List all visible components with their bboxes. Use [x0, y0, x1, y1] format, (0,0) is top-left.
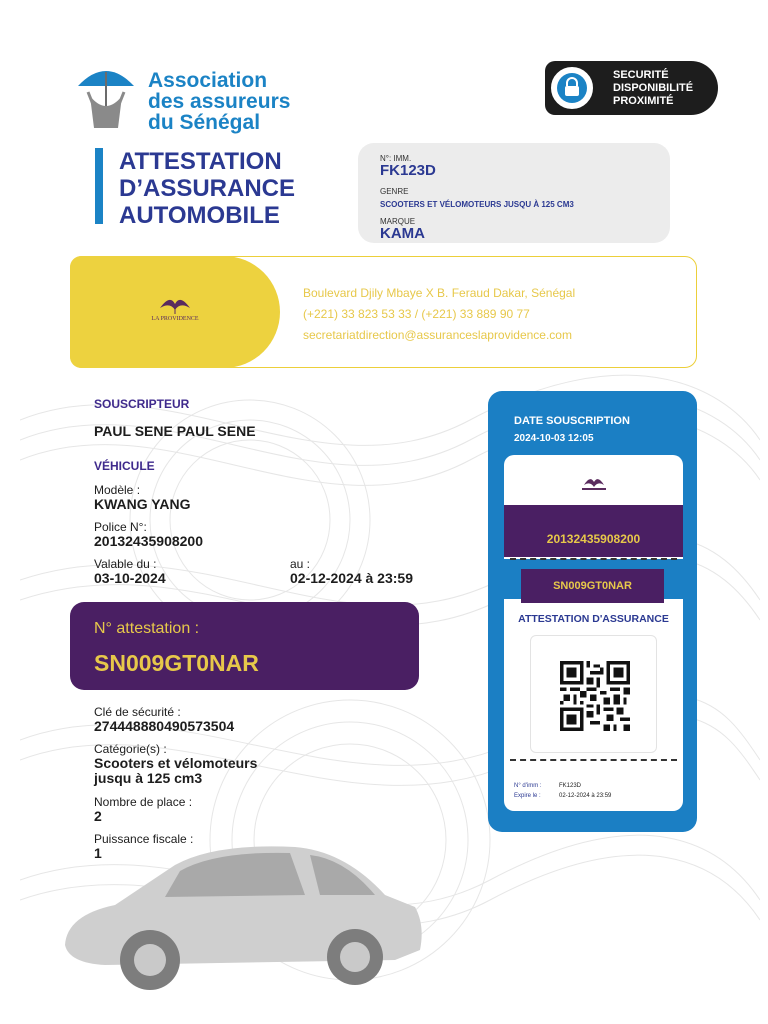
- seats-label: Nombre de place :: [94, 795, 193, 809]
- vehicle-section-label: VÉHICULE: [94, 459, 155, 473]
- ticket-divider-bottom: [510, 759, 677, 761]
- category-value-line1: Scooters et vélomoteurs: [94, 755, 258, 771]
- aas-logo: [74, 62, 314, 134]
- category-value-line2: jusqu à 125 cm3: [94, 770, 203, 786]
- imm-value: FK123D: [380, 162, 436, 179]
- attestation-label: N° attestation :: [94, 620, 200, 637]
- ticket-imm-value: FK123D: [559, 783, 582, 789]
- attestation-number-box: [70, 602, 419, 690]
- subscriber-name: PAUL SENE PAUL SENE: [94, 423, 256, 439]
- ticket-divider-top: [510, 558, 677, 560]
- org-name-line3: du Sénégal: [148, 111, 261, 134]
- insurer-name: LA PROVIDENCE: [151, 316, 199, 322]
- title-accent-bar: [95, 148, 103, 224]
- policy-number-band: [504, 505, 683, 557]
- model-value: KWANG YANG: [94, 496, 191, 512]
- policy-label: Police N°:: [94, 520, 147, 534]
- imm-label: N°: IMM.: [380, 154, 412, 163]
- umbrella-icon: [74, 62, 138, 134]
- document-title: [119, 148, 295, 229]
- subscription-date-value: 2024-10-03 12:05: [514, 433, 594, 444]
- subscriber-section-label: SOUSCRIPTEUR: [94, 397, 190, 411]
- valid-to-label: au :: [290, 557, 311, 571]
- title-line-1: ATTESTATION: [119, 148, 282, 175]
- policy-value: 20132435908200: [94, 533, 204, 549]
- org-name-line1: Association: [148, 69, 268, 92]
- insurer-logo-panel: [70, 256, 280, 368]
- ticket-attestation-code: SN009GT0NAR: [521, 569, 664, 603]
- valid-from-label: Valable du :: [94, 557, 157, 571]
- security-key-value: 274448880490573504: [94, 718, 235, 734]
- insurer-banner: [70, 256, 697, 368]
- marque-value: KAMA: [380, 225, 425, 242]
- ticket-expiry-value: 02-12-2024 à 23:59: [559, 793, 612, 799]
- ticket-attestation-title: ATTESTATION D'ASSURANCE: [518, 613, 669, 625]
- ticket-imm-label: N° d'imm :: [514, 783, 542, 789]
- bird-logo-icon: [130, 290, 220, 316]
- insurer-phone: (+221) 33 823 53 33 / (+221) 33 889 90 77: [303, 307, 530, 321]
- qr-code-frame: [530, 635, 657, 753]
- insurer-email: secretariatdirection@assuranceslaprovidence.com: [303, 328, 572, 342]
- genre-label: GENRE: [380, 187, 409, 196]
- security-badge: [545, 61, 718, 115]
- valid-to-value: 02-12-2024 à 23:59: [290, 570, 413, 586]
- seats-value: 2: [94, 808, 102, 824]
- model-label: Modèle :: [94, 483, 141, 497]
- category-label: Catégorie(s) :: [94, 742, 167, 756]
- marque-label: MARQUE: [380, 217, 416, 226]
- subscription-date-label: DATE SOUSCRIPTION: [514, 415, 630, 427]
- genre-value: SCOOTERS ET VÉLOMOTEURS JUSQU À 125 CM3: [380, 200, 574, 209]
- badge-line-3: PROXIMITÉ: [613, 95, 674, 107]
- title-line-2: D’ASSURANCE: [119, 175, 296, 202]
- badge-line-2: DISPONIBILITÉ: [613, 82, 694, 94]
- qr-code: [559, 661, 631, 731]
- insurer-contact: [303, 283, 575, 346]
- car-illustration: [55, 825, 425, 995]
- security-key-label: Clé de sécurité :: [94, 705, 181, 719]
- title-line-3: AUTOMOBILE: [119, 202, 280, 229]
- insurer-address: Boulevard Djily Mbaye X B. Feraud Dakar, Sénégal: [303, 286, 576, 300]
- org-name-line2: des assureurs: [148, 90, 291, 113]
- mobile-attestation-card: [488, 391, 697, 832]
- vehicle-summary-box: [358, 143, 670, 243]
- ticket-expiry-label: Expire le :: [514, 793, 541, 799]
- lock-icon: [557, 73, 587, 103]
- valid-from-value: 03-10-2024: [94, 570, 166, 586]
- insurer-logo: [130, 290, 220, 330]
- attestation-ticket: [504, 455, 683, 811]
- insurer-mini-logo-icon: [572, 471, 616, 493]
- attestation-value: SN009GT0NAR: [94, 650, 259, 676]
- ticket-policy-number: 20132435908200: [546, 532, 641, 546]
- fiscal-power-value: 1: [94, 845, 102, 861]
- fiscal-power-label: Puissance fiscale :: [94, 832, 194, 846]
- badge-line-1: SECURITÉ: [613, 69, 669, 81]
